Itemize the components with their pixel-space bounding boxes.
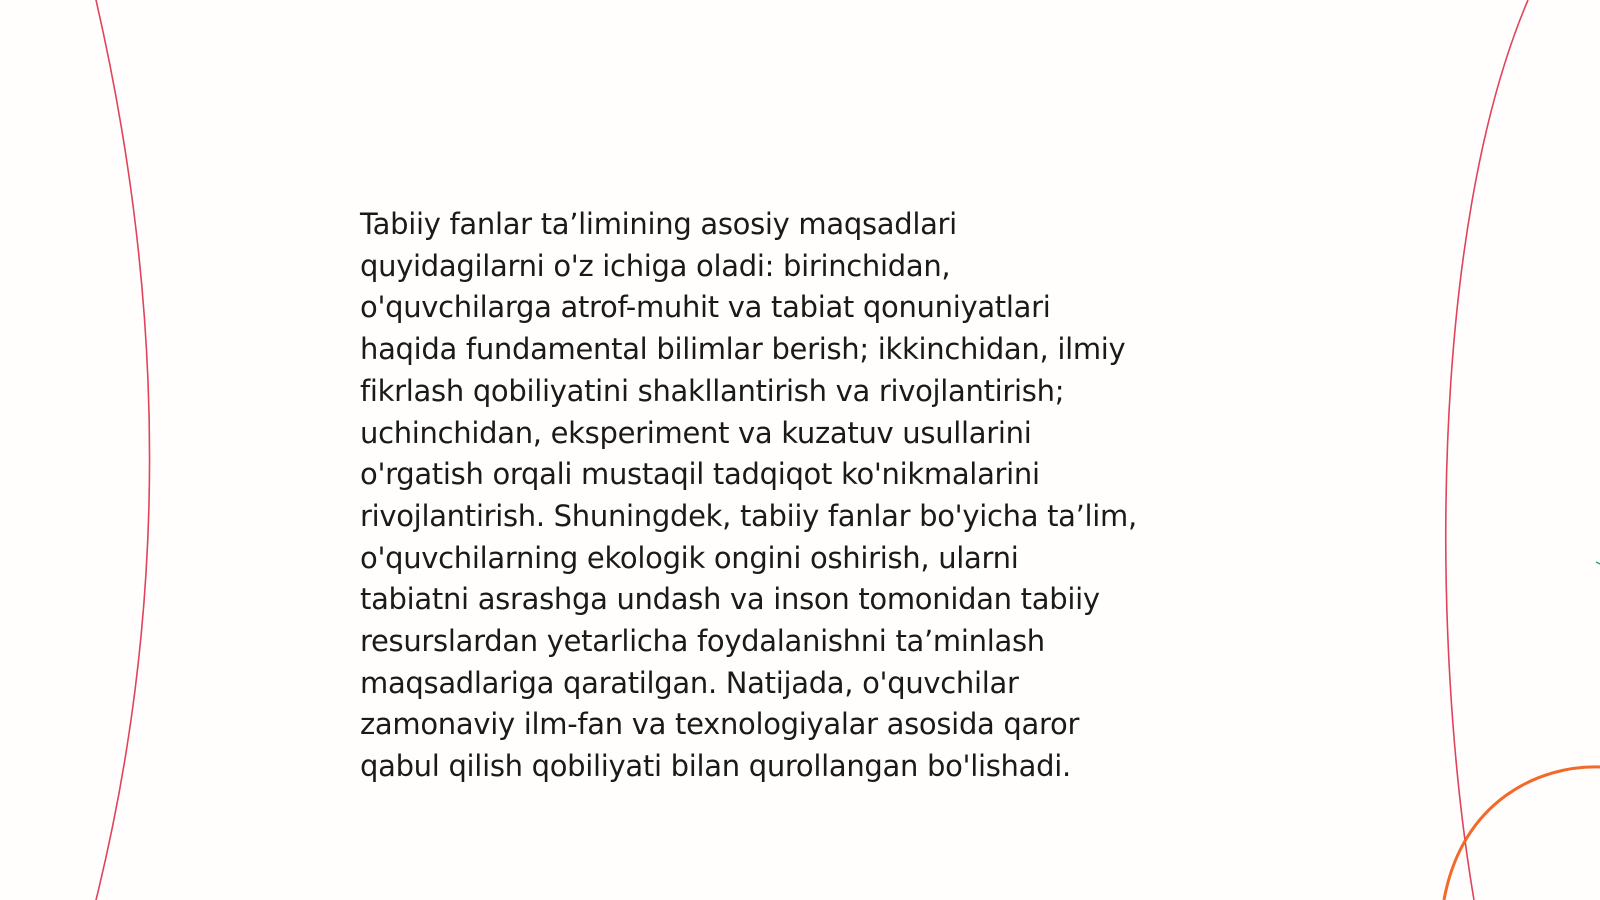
text-line: zamonaviy ilm-fan va texnologiyalar asosida qaror bbox=[360, 707, 1080, 742]
body-paragraph bbox=[360, 204, 1260, 788]
text-line: o'quvchilarga atrof-muhit va tabiat qonuniyatlari bbox=[360, 290, 1051, 325]
text-line: fikrlash qobiliyatini shakllantirish va rivojlantirish; bbox=[360, 373, 1065, 408]
left-curve-line bbox=[96, 0, 150, 900]
text-line: maqsadlariga qaratilgan. Natijada, o'quvchilar bbox=[360, 665, 1019, 700]
orange-arc bbox=[1444, 767, 1600, 900]
text-line: quyidagilarni o'z ichiga oladi: birinchidan, bbox=[360, 248, 951, 283]
text-line: resurslardan yetarlicha foydalanishni ta’minlash bbox=[360, 624, 1045, 659]
text-line: qabul qilish qobiliyati bilan qurollangan bo'lishadi. bbox=[360, 749, 1071, 784]
text-line: Tabiiy fanlar ta’limining asosiy maqsadlari bbox=[360, 207, 957, 241]
text-line: tabiatni asrashga undash va inson tomonidan tabiiy bbox=[360, 582, 1100, 617]
text-line: rivojlantirish. Shuningdek, tabiiy fanlar bo'yicha ta’lim, bbox=[360, 498, 1137, 533]
text-line: uchinchidan, eksperiment va kuzatuv usullarini bbox=[360, 415, 1032, 450]
text-line: o'quvchilarning ekologik ongini oshirish, ularni bbox=[360, 540, 1019, 575]
text-line: o'rgatish orqali mustaqil tadqiqot ko'nikmalarini bbox=[360, 457, 1040, 492]
right-curve-line bbox=[1446, 0, 1528, 900]
teal-mark bbox=[1596, 562, 1600, 564]
text-line: haqida fundamental bilimlar berish; ikkinchidan, ilmiy bbox=[360, 332, 1126, 367]
